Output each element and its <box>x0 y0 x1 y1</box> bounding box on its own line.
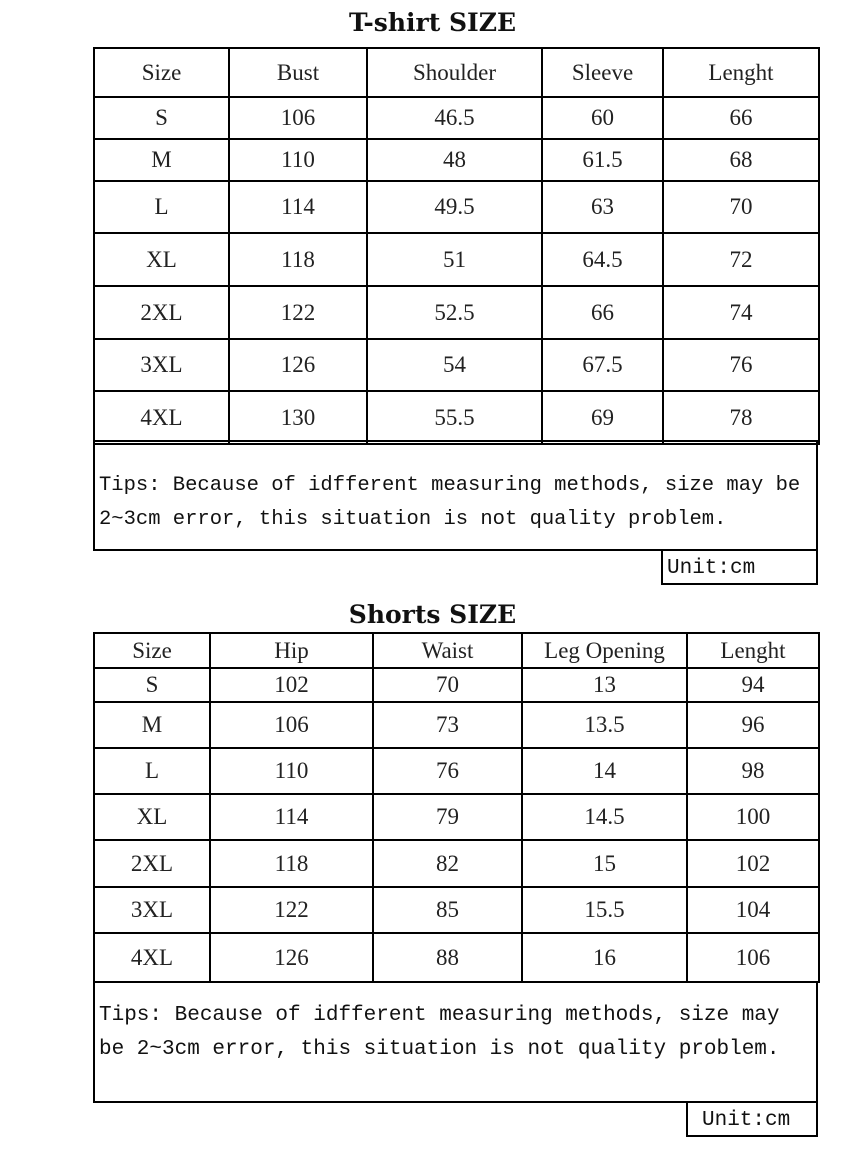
shorts-table-cell: 76 <box>373 748 522 794</box>
shorts-table-cell: 104 <box>687 887 819 933</box>
shorts-table-cell: 96 <box>687 702 819 748</box>
shorts-table-cell: 94 <box>687 668 819 702</box>
shorts-table-cell: 122 <box>210 887 373 933</box>
tshirt-table-cell: 2XL <box>94 286 229 339</box>
tshirt-header-cell: Lenght <box>663 48 819 97</box>
shorts-table-cell: 98 <box>687 748 819 794</box>
tshirt-table-cell: 60 <box>542 97 663 139</box>
tshirt-table-cell: 49.5 <box>367 181 542 233</box>
shorts-table-cell: 102 <box>687 840 819 887</box>
shorts-table-cell: 4XL <box>94 933 210 982</box>
shorts-header-cell: Waist <box>373 633 522 668</box>
tshirt-table-cell: 61.5 <box>542 139 663 181</box>
tshirt-size-table <box>93 47 820 445</box>
tshirt-table-cell: 4XL <box>94 391 229 444</box>
tshirt-table-cell: S <box>94 97 229 139</box>
tshirt-table-cell: 106 <box>229 97 367 139</box>
tshirt-table-cell: 63 <box>542 181 663 233</box>
shorts-unit-text: Unit:cm <box>702 1109 791 1132</box>
shorts-table-cell: 106 <box>687 933 819 982</box>
tshirt-table-cell: M <box>94 139 229 181</box>
shorts-table-cell: 3XL <box>94 887 210 933</box>
tshirt-tips-note <box>93 440 818 551</box>
shorts-table-cell: 110 <box>210 748 373 794</box>
tshirt-table-cell: 130 <box>229 391 367 444</box>
tshirt-table-cell: 110 <box>229 139 367 181</box>
shorts-header-row <box>94 633 819 668</box>
shorts-table-cell: 88 <box>373 933 522 982</box>
tshirt-table-cell: 54 <box>367 339 542 391</box>
shorts-table-cell: 126 <box>210 933 373 982</box>
shorts-table-row <box>94 840 819 887</box>
tshirt-table-body <box>94 48 819 444</box>
tshirt-table-cell: 122 <box>229 286 367 339</box>
tshirt-table-cell: 64.5 <box>542 233 663 286</box>
shorts-table-row <box>94 668 819 702</box>
tshirt-table-row <box>94 139 819 181</box>
shorts-table-row <box>94 702 819 748</box>
tshirt-table-cell: 72 <box>663 233 819 286</box>
shorts-table-cell: 114 <box>210 794 373 840</box>
tshirt-table-cell: 66 <box>663 97 819 139</box>
tshirt-table-cell: 46.5 <box>367 97 542 139</box>
shorts-header-cell: Leg Opening <box>522 633 687 668</box>
shorts-table-cell: S <box>94 668 210 702</box>
shorts-table-cell: L <box>94 748 210 794</box>
shorts-table-cell: 73 <box>373 702 522 748</box>
shorts-size-table <box>93 632 820 983</box>
shorts-table-cell: 15 <box>522 840 687 887</box>
shorts-table-cell: 15.5 <box>522 887 687 933</box>
tshirt-table-cell: 52.5 <box>367 286 542 339</box>
shorts-table-row <box>94 933 819 982</box>
tshirt-table-cell: 70 <box>663 181 819 233</box>
tshirt-table-cell: 114 <box>229 181 367 233</box>
tshirt-table-cell: 48 <box>367 139 542 181</box>
shorts-table-row <box>94 794 819 840</box>
shorts-table-cell: 85 <box>373 887 522 933</box>
tshirt-header-cell: Shoulder <box>367 48 542 97</box>
shorts-table-cell: 100 <box>687 794 819 840</box>
shorts-title: Shorts SIZE <box>348 600 517 629</box>
tshirt-table-cell: 69 <box>542 391 663 444</box>
tshirt-table-row <box>94 391 819 444</box>
tshirt-table-cell: 55.5 <box>367 391 542 444</box>
tshirt-table-row <box>94 181 819 233</box>
shorts-tips-text: Tips: Because of idfferent measuring methods, size may be 2~3cm error, this situation is not quality problem. <box>99 1004 780 1061</box>
tshirt-table-row <box>94 286 819 339</box>
shorts-table-cell: 13.5 <box>522 702 687 748</box>
shorts-table-cell: 13 <box>522 668 687 702</box>
tshirt-header-cell: Bust <box>229 48 367 97</box>
tshirt-tips-text: Tips: Because of idfferent measuring methods, size may be 2~3cm error, this situation is not quality problem. <box>99 474 801 531</box>
shorts-table-cell: 79 <box>373 794 522 840</box>
tshirt-table-row <box>94 233 819 286</box>
shorts-table-cell: 14 <box>522 748 687 794</box>
shorts-table-cell: 82 <box>373 840 522 887</box>
tshirt-table-row <box>94 97 819 139</box>
tshirt-table-cell: 118 <box>229 233 367 286</box>
tshirt-header-cell: Sleeve <box>542 48 663 97</box>
tshirt-table-row <box>94 339 819 391</box>
shorts-table-cell: 70 <box>373 668 522 702</box>
shorts-table-cell: 118 <box>210 840 373 887</box>
tshirt-table-cell: L <box>94 181 229 233</box>
shorts-header-cell: Lenght <box>687 633 819 668</box>
tshirt-table-cell: 66 <box>542 286 663 339</box>
tshirt-table-cell: XL <box>94 233 229 286</box>
shorts-table-cell: 2XL <box>94 840 210 887</box>
shorts-header-cell: Size <box>94 633 210 668</box>
shorts-table-cell: 102 <box>210 668 373 702</box>
tshirt-table-cell: 76 <box>663 339 819 391</box>
tshirt-table-cell: 3XL <box>94 339 229 391</box>
tshirt-unit-text: Unit:cm <box>667 557 756 580</box>
shorts-table-cell: M <box>94 702 210 748</box>
tshirt-header-cell: Size <box>94 48 229 97</box>
shorts-table-cell: 14.5 <box>522 794 687 840</box>
tshirt-title: T-shirt SIZE <box>348 8 517 37</box>
shorts-tips-note <box>93 981 818 1103</box>
shorts-table-cell: 16 <box>522 933 687 982</box>
tshirt-table-cell: 74 <box>663 286 819 339</box>
shorts-table-cell: 106 <box>210 702 373 748</box>
tshirt-table-cell: 68 <box>663 139 819 181</box>
shorts-table-body <box>94 633 819 982</box>
shorts-table-row <box>94 887 819 933</box>
tshirt-table-cell: 67.5 <box>542 339 663 391</box>
tshirt-table-cell: 78 <box>663 391 819 444</box>
tshirt-table-cell: 51 <box>367 233 542 286</box>
tshirt-header-row <box>94 48 819 97</box>
tshirt-table-cell: 126 <box>229 339 367 391</box>
shorts-table-row <box>94 748 819 794</box>
shorts-table-cell: XL <box>94 794 210 840</box>
shorts-header-cell: Hip <box>210 633 373 668</box>
tshirt-unit-label <box>661 549 818 585</box>
shorts-unit-label <box>686 1101 818 1137</box>
